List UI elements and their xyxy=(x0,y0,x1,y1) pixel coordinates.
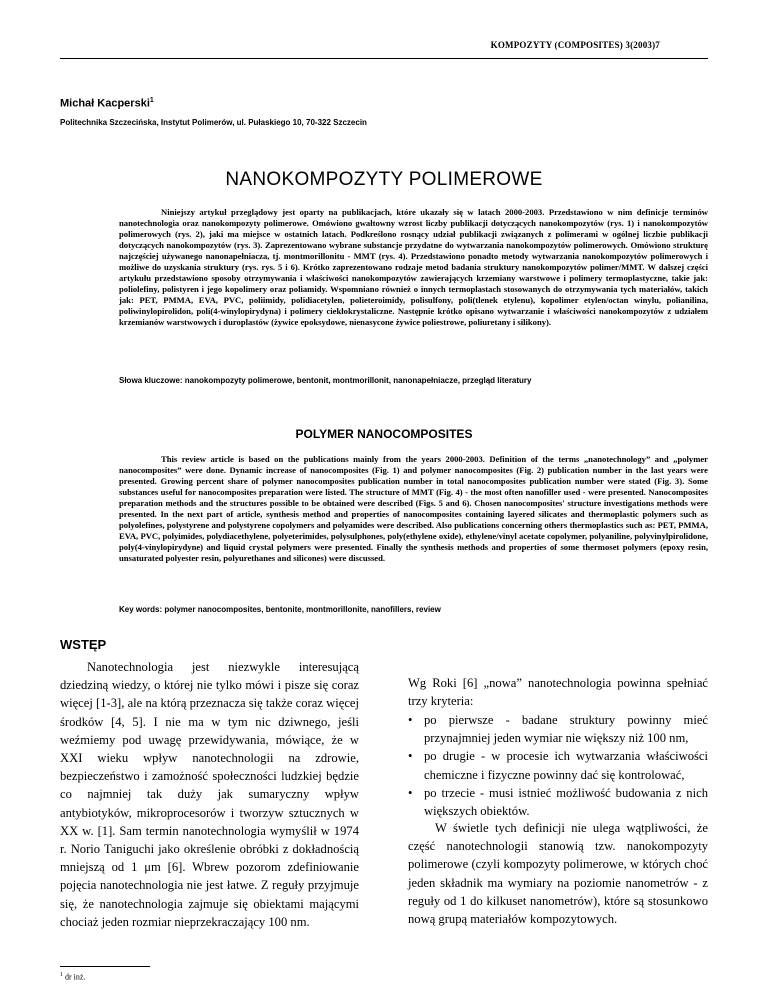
keywords-english: Key words: polymer nanocomposites, bentonite, montmorillonite, nanofillers, review xyxy=(119,605,441,614)
left-column-paragraph: Nanotechnologia jest niezwykle interesującą dziedziną wiedzy, o której nie tylko mówi i pisze się coraz więcej [1-3], ale na którą przeznacza się także coraz więcej środków [4, 5]. I nie ma w tym nic dziwnego, jeśli weźmiemy pod uwagę przewidywania, mówiące, że w XXI wieku wpływ nanotechnologii na zdrowie, bezpieczeństwo i zamożność społeczności ludzkiej będzie co najmniej tak duży jak sumaryczny wpływ antybiotyków, mikroprocesorów i tworzyw sztucznych w XX w. [1]. Sam termin nanotechnologia wymyślił w 1974 r. Norio Taniguchi jako określenie obróbki z dokładnością mniejszą od 1 μm [6]. Wbrew pozorom zdefiniowanie pojęcia nanotechnologia nie jest łatwe. Z reguły przyjmuje się, że nanotechnologia zajmuje się obiektami mającymi chociaż jeden rozmiar nieprzekraczający 100 nm. xyxy=(60,660,359,929)
footnote-mark: 1 xyxy=(60,972,63,978)
abstract-polish: Niniejszy artykuł przeglądowy jest oparty na publikacjach, które ukazały się w latach 2000-2003. Przedstawiono w nim definicje terminów nanotechnologia oraz nanokompozyty polimerowe. Omówiono gwałtowny wzrost liczby publikacji dotyczących nanokompozytów (rys. 1) i nanokompozytów polimerowych (rys. 2), jaki ma miejsce w ostatnich latach. Podkreślono rosnący udział publikacji związanych z polimerami w ogólnej liczbie publikacji dotyczących nanokompozytów (rys. 3). Zaprezentowano wybrane substancje przydatne do wytwarzania nanokompozytów polimerowych. Omówiono strukturę najczęściej używanego nanonapełniacza, tj. montmorillonitu - MMT (rys. 4). Przedstawiono ponadto metody wytwarzania nanokompozytów polimerowych i możliwe do uzyskania struktury (rys. rys. 5 i 6). Krótko zaprezentowano rodzaje metod badania struktury nanokompozytów polimer/MMT. W dalszej części artykułu przedstawiono sposoby otrzymywania i właściwości nanokompozytów zawierających krzemiany warstwowe i polimery termoplastyczne, takie jak: poliolefiny, polistyren i jego kopolimery oraz poliamidy. Wspomniano również o innych termoplastach stosowanych do otrzymywania tych materiałów, takich jak: PET, PMMA, EVA, PVC, poliimidy, polidiacetylen, polieteroimidy, polisulfony, poli(tlenek etylenu), kopolimer etylen/octan winylu, polianilina, poliwinylopirolidon, poli(4-winylopirydyna) i polimery ciekłokrystaliczne. Następnie krótko opisano wytwarzanie i właściwości nanokompozytów z udziałem krzemianów warstwowych i duroplastów (żywice epoksydowe, nienasycone żywice poliestrowe, poliuretany i silikony). xyxy=(119,207,708,328)
bullet-icon: • xyxy=(408,713,413,727)
list-item-text: po trzecie - musi istnieć możliwość budowania z nich większych obiektów. xyxy=(424,785,708,819)
journal-header: KOMPOZYTY (COMPOSITES) 3(2003)7 xyxy=(490,40,660,50)
bullet-icon: • xyxy=(408,749,413,764)
abstract-english: This review article is based on the publications mainly from the years 2000-2003. Definition of the terms „nanotechnology” and „polymer nanocomposites” were done. Dynamic increase of nanocomposites (Fig. 1) and polymer nanocomposites (Fig. 2) publication number in the last years were presented. Growing percent share of polymer nanocomposites publication number in total nanocomposites publication number were stated (Fig. 3). Some substances useful for nanocomposites preparation were listed. The structure of MMT (Fig. 4) - the most often nanofiller used - were presented. Nanocomposites preparation methods and the structures possible to be obtained were described (Figs. 5 and 6). Chosen nanocomposites' structure investigations methods were presented. In the next part of article, synthesis method and properties of nanocomposites containing layered silicates and thermoplastic polymers such as polyolefines, polystyrene and polystyrene copolymers and polyamides were described. Also publications concerning others thermoplastics such as: PET, PMMA, EVA, PVC, polyimides, polydiacethylene, polyeterimides, polysulphones, poly(ethylene oxide), ethylene/vinyl acetate copolymer, polyaniline, polyvinylpirolidone, poly(4-vinylopirydyne) and liquid crystal polymers were presented. Finally the synthesis methods and properties of some thermoset polymers (epoxy resin, unsaturated polyester resin, polyurethanes and silicones) were discussed. xyxy=(119,454,708,564)
author-name xyxy=(60,97,154,110)
footnote-text: dr inż. xyxy=(65,972,86,982)
list-item xyxy=(408,747,708,783)
list-item-text: po pierwsze - badane struktury powinny mieć przynajmniej jeden wymiar nie większy niż 100 nm, xyxy=(424,713,708,746)
list-item xyxy=(408,784,708,820)
bullet-icon: • xyxy=(408,785,413,800)
right-column-intro: Wg Roki [6] „nowa” nanotechnologia powinna spełniać trzy kryteria: xyxy=(408,676,708,709)
author-name-text: Michał Kacperski xyxy=(60,97,150,110)
header-rule xyxy=(60,58,708,59)
title-english: POLYMER NANOCOMPOSITES xyxy=(295,427,473,441)
footnote-rule xyxy=(60,966,150,967)
affiliation: Politechnika Szczecińska, Instytut Polimerów, ul. Pułaskiego 10, 70-322 Szczecin xyxy=(60,118,367,127)
author-footnote-mark: 1 xyxy=(149,97,154,104)
footnote xyxy=(60,972,85,982)
title-polish: NANOKOMPOZYTY POLIMEROWE xyxy=(225,169,543,190)
right-column-paragraph: W świetle tych definicji nie ulega wątpliwości, że część nanotechnologii stanowią tzw. nanokompozyty polimerowe (czyli kompozyty polimerowe, w których choć jeden składnik ma wymiary na poziomie nanometrów - z reguły od 1 do kilkuset nanometrów), które są stosunkowo nową grupą materiałów kompozytowych. xyxy=(408,821,708,927)
criteria-list xyxy=(408,711,708,820)
list-item xyxy=(408,711,708,747)
keywords-polish: Słowa kluczowe: nanokompozyty polimerowe, bentonit, montmorillonit, nanonapełniacze, przegląd literatury xyxy=(119,376,532,385)
list-item-text: po drugie - w procesie ich wytwarzania właściwości chemiczne i fizyczne powinny dać się kontrolować, xyxy=(424,749,708,782)
section-heading: WSTĘP xyxy=(60,637,107,652)
